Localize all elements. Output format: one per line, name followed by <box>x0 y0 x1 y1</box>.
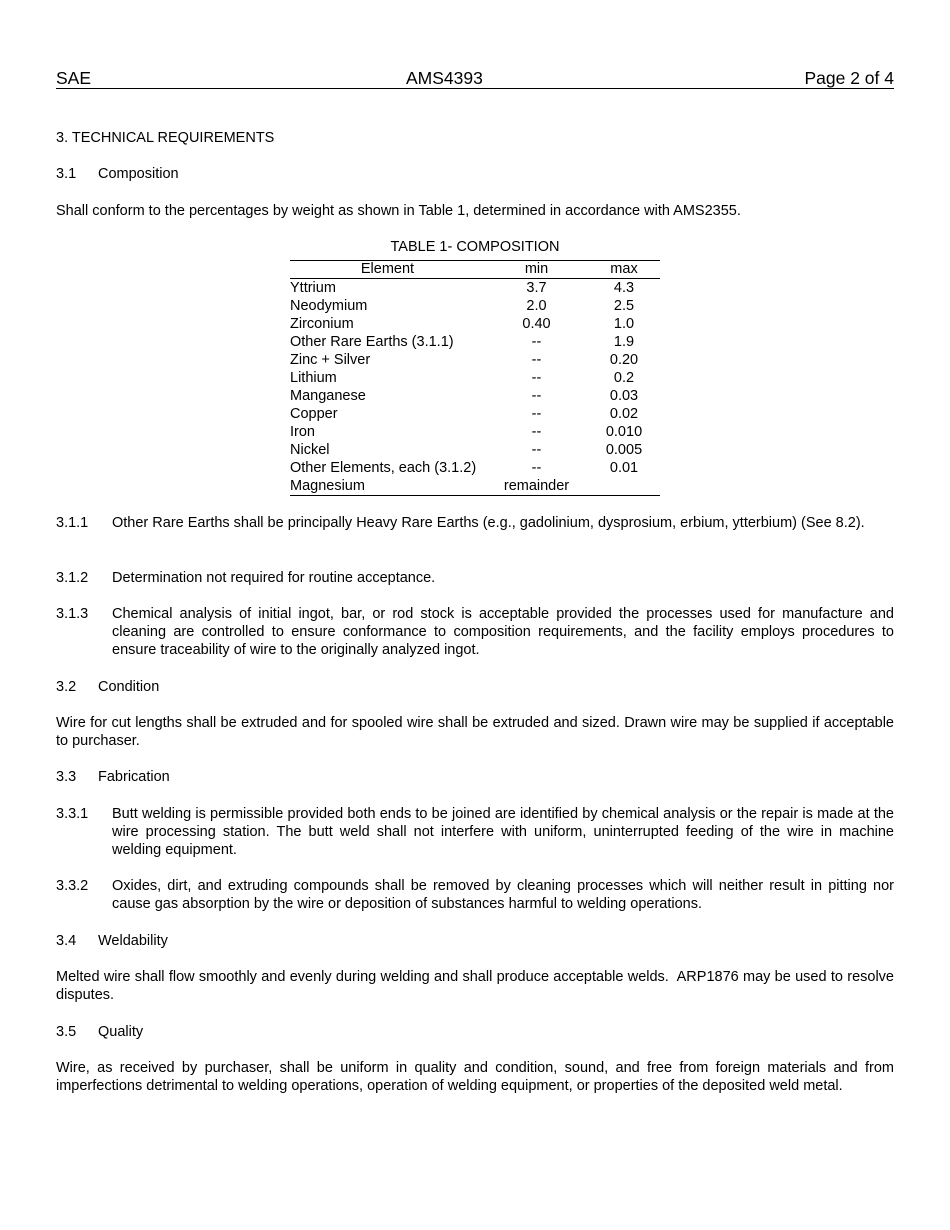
cell-element: Iron <box>290 424 315 440</box>
cell-remainder: remainder <box>485 477 588 496</box>
table-row <box>290 279 660 298</box>
cell-element: Zirconium <box>290 316 354 332</box>
column-header-max: max <box>588 261 660 279</box>
section-number: 3.3.1 <box>56 806 89 822</box>
section-title: Fabrication <box>98 769 170 785</box>
section-3-2-heading <box>56 678 894 696</box>
table-row <box>290 351 660 369</box>
table-row-magnesium <box>290 477 660 496</box>
section-3-1-text: Shall conform to the percentages by weight as shown in Table 1, determined in accordance with AMS2355. <box>56 203 741 219</box>
table-title: TABLE 1- COMPOSITION <box>390 239 560 255</box>
section-text: Determination not required for routine acceptance. <box>112 570 436 586</box>
section-3-5-heading <box>56 1023 894 1041</box>
table-header-row <box>290 261 660 279</box>
cell-min: -- <box>531 460 542 476</box>
cell-element: Copper <box>290 406 338 422</box>
cell-max: 0.03 <box>609 388 639 404</box>
section-3-heading: 3. TECHNICAL REQUIREMENTS <box>56 130 275 146</box>
cell-min: -- <box>531 334 542 350</box>
section-number: 3.4 <box>56 933 77 949</box>
cell-element: Other Rare Earths (3.1.1) <box>290 334 454 350</box>
table-row <box>290 441 660 459</box>
page-header <box>56 68 894 89</box>
section-number: 3.2 <box>56 679 77 695</box>
cell-min: 2.0 <box>526 298 547 314</box>
table-row <box>290 423 660 441</box>
cell-element: Other Elements, each (3.1.2) <box>290 460 477 476</box>
table-row <box>290 387 660 405</box>
cell-max: 4.3 <box>613 280 635 296</box>
section-3-4-text: Melted wire shall flow smoothly and evenly during welding and shall produce acceptable welds. ARP1876 may be used to resolve disputes. <box>56 969 899 1003</box>
cell-element: Lithium <box>290 370 337 386</box>
cell-element: Manganese <box>290 388 366 404</box>
section-3-3-1 <box>56 805 894 859</box>
header-page-number: Page 2 of 4 <box>804 68 894 88</box>
column-header-element: Element <box>290 261 485 279</box>
cell-min: 3.7 <box>526 280 547 296</box>
section-3-5-text: Wire, as received by purchaser, shall be uniform in quality and condition, sound, and free from foreign materials and from imperfections detrimental to welding operations, operation of welding equipment, or properties of the deposited weld metal. <box>56 1060 894 1094</box>
table-row <box>290 369 660 387</box>
section-title: Composition <box>98 166 179 182</box>
cell-min: -- <box>531 388 542 404</box>
cell-max: 2.5 <box>613 298 635 314</box>
header-org: SAE <box>56 68 92 88</box>
cell-min: -- <box>531 352 542 368</box>
table-row <box>290 315 660 333</box>
table-row <box>290 297 660 315</box>
cell-max: 1.0 <box>613 316 635 332</box>
cell-min: 0.40 <box>522 316 551 332</box>
cell-max: 1.9 <box>613 334 635 350</box>
section-3-3-heading <box>56 768 894 786</box>
section-3-1-1 <box>56 514 894 532</box>
section-number: 3.1.2 <box>56 570 89 586</box>
section-number: 3.1 <box>56 166 77 182</box>
section-number: 3.3 <box>56 769 77 785</box>
section-3-1-3 <box>56 605 894 659</box>
cell-max: 0.01 <box>609 460 639 476</box>
section-number: 3.1.3 <box>56 606 89 622</box>
section-text: Oxides, dirt, and extruding compounds shall be removed by cleaning processes which will neither result in pitting nor cause gas absorption by the wire or deposition of substances harmful to welding operations. <box>112 878 894 912</box>
section-text: Chemical analysis of initial ingot, bar, or rod stock is acceptable provided the processes used for manufacture and cleaning are controlled to ensure conformance to composition requirements, and the facility employs procedures to ensure traceability of wire to the originally analyzed ingot. <box>112 606 894 658</box>
cell-max: 0.02 <box>609 406 639 422</box>
section-3-4-heading <box>56 932 894 950</box>
section-number: 3.5 <box>56 1024 77 1040</box>
composition-table <box>290 260 660 496</box>
cell-max: 0.010 <box>605 424 643 440</box>
section-title: Condition <box>98 679 160 695</box>
section-3-1-heading <box>56 165 894 183</box>
cell-max: 0.20 <box>609 352 639 368</box>
section-title: Weldability <box>98 933 168 949</box>
cell-min: -- <box>531 442 542 458</box>
section-text: Other Rare Earths shall be principally Heavy Rare Earths (e.g., gadolinium, dysprosium, erbium, ytterbium) (See 8.2). <box>112 515 865 531</box>
section-text: Butt welding is permissible provided both ends to be joined are identified by chemical analysis or the repair is made at the wire processing station. The butt weld shall not interfere with uniform, uninterrupted feeding of the wire in machine welding equipment. <box>112 806 894 858</box>
table-row <box>290 459 660 477</box>
section-3-1-2 <box>56 569 894 587</box>
section-number: 3.3.2 <box>56 878 89 894</box>
section-number: 3.1.1 <box>56 515 89 531</box>
cell-min: -- <box>531 406 542 422</box>
section-3-3-2 <box>56 877 894 913</box>
cell-element: Yttrium <box>290 280 336 296</box>
cell-min: -- <box>531 424 542 440</box>
cell-element: Magnesium <box>290 477 485 496</box>
cell-element: Neodymium <box>290 298 368 314</box>
table-row <box>290 405 660 423</box>
column-header-min: min <box>485 261 588 279</box>
cell-element: Nickel <box>290 442 330 458</box>
table-row <box>290 333 660 351</box>
cell-element: Zinc + Silver <box>290 352 371 368</box>
cell-max: 0.2 <box>613 370 635 386</box>
cell-max: 0.005 <box>605 442 643 458</box>
cell-min: -- <box>531 370 542 386</box>
section-title: Quality <box>98 1024 144 1040</box>
section-3-2-text: Wire for cut lengths shall be extruded and for spooled wire shall be extruded and sized. Drawn wire may be supplied if acceptable to purchaser. <box>56 715 894 749</box>
header-doc-number: AMS4393 <box>406 68 483 88</box>
